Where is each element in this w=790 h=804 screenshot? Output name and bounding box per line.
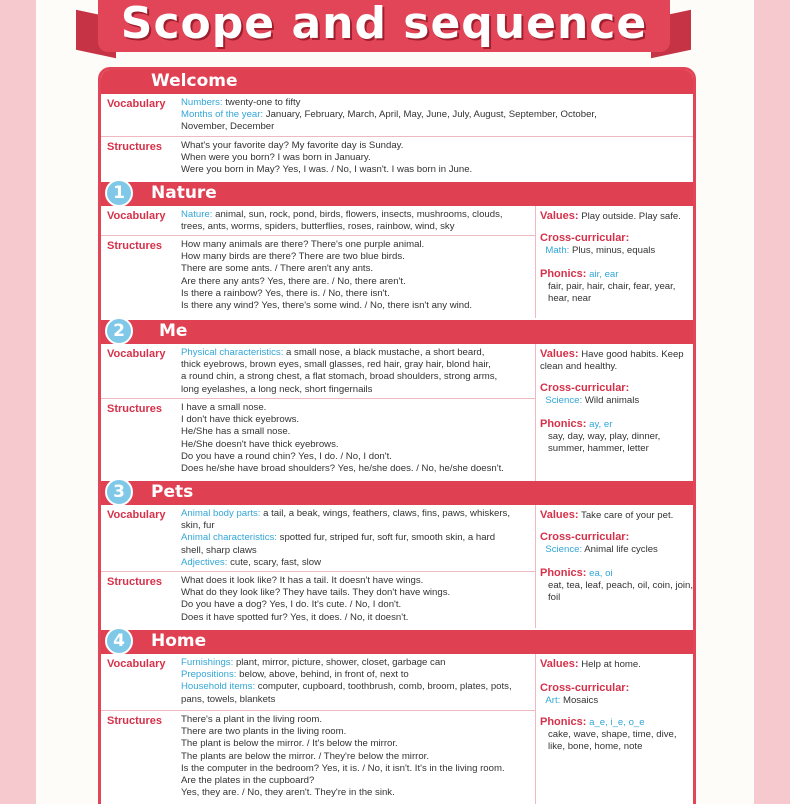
structure-line: He/She doesn't have thick eyebrows. <box>181 438 339 450</box>
vocab-value: twenty-one to fifty <box>225 97 301 108</box>
pets-structures-row <box>101 572 535 628</box>
cross-curricular-label: Cross-curricular: <box>540 682 630 694</box>
scope-table <box>98 67 696 804</box>
structure-line: There are two plants in the living room. <box>181 726 347 738</box>
pets-vocabulary-row <box>101 505 535 572</box>
me-side-panel <box>535 344 696 481</box>
cross-value: Mosaics <box>562 695 599 707</box>
section-title: Home <box>151 631 207 651</box>
section-title: Nature <box>151 183 217 203</box>
values-text: Help at home. <box>581 659 641 670</box>
unit-number-badge: 3 <box>105 478 133 506</box>
structure-line: Are there any ants? Yes, there are. / No, there aren't. <box>181 275 406 287</box>
vocab-value: November, December <box>181 121 275 133</box>
section-title: Welcome <box>151 71 238 91</box>
nature-vocabulary-content <box>181 209 503 233</box>
unit-number-badge: 1 <box>105 179 133 207</box>
structure-line: Do you have a round chin? Yes, I do. / No, I don't. <box>181 450 392 462</box>
nature-structures-row <box>101 236 535 318</box>
vocabulary-label: Vocabulary <box>107 210 166 222</box>
vocab-key: Animal characteristics: <box>181 532 277 544</box>
phonics-key: ea, oi <box>589 568 613 579</box>
nature-vocabulary-row <box>101 206 535 236</box>
structure-line: What does it look like? It has a tail. It doesn't have wings. <box>181 575 424 586</box>
section-header-welcome <box>101 70 693 94</box>
home-structures-row <box>101 711 535 804</box>
welcome-vocabulary-row <box>101 94 696 137</box>
vocab-key: Physical characteristics: <box>181 347 284 358</box>
structure-line: How many birds are there? There are two blue birds. <box>181 251 405 263</box>
page-title: Scope and sequence <box>120 0 648 49</box>
vocab-value: shell, sharp claws <box>181 544 257 556</box>
home-structures-content <box>181 714 505 799</box>
page <box>36 0 754 804</box>
structure-line: I don't have thick eyebrows. <box>181 414 300 426</box>
me-vocabulary-row <box>101 344 535 399</box>
vocab-key: Numbers: <box>181 97 223 108</box>
phonics-words: eat, tea, leaf, peach, oil, coin, join, foil <box>548 580 694 604</box>
cross-key: Math: <box>545 245 570 257</box>
values-label: Values: <box>540 658 579 670</box>
phonics-key: ay, er <box>589 419 613 430</box>
vocab-key: Animal body parts: <box>181 508 261 519</box>
structure-line: Is there a rainbow? Yes, there is. / No, there isn't. <box>181 287 390 299</box>
vocab-key: Months of the year: <box>181 109 264 121</box>
phonics-key: a_e, i_e, o_e <box>589 717 645 728</box>
cross-key: Science: <box>545 395 583 407</box>
unit-number-badge: 2 <box>105 317 133 345</box>
section-title: Pets <box>151 482 194 502</box>
section-title: Me <box>159 321 188 341</box>
nature-side-panel <box>535 206 696 318</box>
vocab-key: Prepositions: <box>181 669 237 681</box>
vocab-key: Household items: <box>181 681 256 693</box>
vocabulary-label: Vocabulary <box>107 348 166 360</box>
title-banner <box>98 0 670 52</box>
cross-curricular-label: Cross-curricular: <box>540 232 630 244</box>
vocabulary-label: Vocabulary <box>107 98 166 110</box>
structure-line: He/She has a small nose. <box>181 426 291 438</box>
vocab-value: animal, sun, rock, pond, birds, flowers, insects, mushrooms, clouds, <box>215 209 503 220</box>
phonics-label: Phonics: <box>540 567 587 579</box>
vocab-key: Nature: <box>181 209 213 220</box>
structure-line: Are the plates in the cupboard? <box>181 775 315 787</box>
home-vocabulary-content <box>181 657 512 706</box>
section-header-home <box>101 630 693 654</box>
pets-structures-content <box>181 575 450 624</box>
structures-label: Structures <box>107 715 163 727</box>
vocab-value: long eyelashes, a long neck, short fingernails <box>181 383 373 395</box>
structures-label: Structures <box>107 141 163 153</box>
vocab-value: cute, scary, fast, slow <box>230 556 322 568</box>
structure-line: When were you born? I was born in January. <box>181 152 371 164</box>
structure-line: Were you born in May? Yes, I was. / No, I wasn't. I was born in June. <box>181 164 473 176</box>
cross-curricular-label: Cross-curricular: <box>540 531 630 543</box>
cross-value: Plus, minus, equals <box>572 245 656 257</box>
me-structures-row <box>101 399 535 481</box>
phonics-label: Phonics: <box>540 268 587 280</box>
section-header-pets <box>101 481 693 505</box>
values-label: Values: <box>540 348 579 360</box>
values-label: Values: <box>540 509 579 521</box>
cross-value: Wild animals <box>584 395 640 407</box>
structure-line: Does he/she have broad shoulders? Yes, he/she does. / No, he/she doesn't. <box>181 463 504 475</box>
section-header-me <box>101 320 693 344</box>
cross-key: Art: <box>545 695 561 707</box>
pets-vocabulary-content <box>181 508 510 569</box>
vocab-value: pans, towels, blankets <box>181 693 276 705</box>
phonics-words: cake, wave, shape, time, dive, like, bone, home, note <box>548 729 677 753</box>
vocab-value: computer, cupboard, toothbrush, comb, broom, plates, pots, <box>257 681 512 693</box>
structure-line: I have a small nose. <box>181 402 267 413</box>
phonics-label: Phonics: <box>540 716 587 728</box>
phonics-key: air, ear <box>589 269 619 280</box>
phonics-label: Phonics: <box>540 418 587 430</box>
pets-side-panel <box>535 505 696 628</box>
structure-line: There are some ants. / There aren't any ants. <box>181 263 374 275</box>
vocab-value: plant, mirror, picture, shower, closet, garbage can <box>235 657 446 668</box>
welcome-structures-content <box>181 140 472 177</box>
phonics-words: say, day, way, play, dinner, summer, hammer, letter <box>548 431 661 455</box>
structure-line: What do they look like? They have tails. They don't have wings. <box>181 587 451 599</box>
structure-line: What's your favorite day? My favorite day is Sunday. <box>181 140 404 151</box>
structure-line: Does it have spotted fur? Yes, it does. / No, it doesn't. <box>181 611 409 623</box>
vocabulary-label: Vocabulary <box>107 658 166 670</box>
vocab-value: a round chin, a strong chest, a flat stomach, broad shoulders, strong arms, <box>181 371 498 383</box>
phonics-words: fair, pair, hair, chair, fear, year, hear, near <box>548 281 676 305</box>
vocab-value: January, February, March, April, May, June, July, August, September, October, <box>265 109 597 121</box>
vocab-value: a small nose, a black mustache, a short beard, <box>286 347 485 358</box>
values-text: Play outside. Play safe. <box>581 211 681 222</box>
section-header-nature <box>101 182 693 206</box>
structure-line: The plants are below the mirror. / They're below the mirror. <box>181 750 429 762</box>
structure-line: The plant is below the mirror. / It's below the mirror. <box>181 738 398 750</box>
vocab-value: spotted fur, striped fur, soft fur, smooth skin, a hard <box>279 532 496 544</box>
home-vocabulary-row <box>101 654 535 711</box>
structures-label: Structures <box>107 403 163 415</box>
structures-label: Structures <box>107 240 163 252</box>
vocab-value: trees, ants, worms, spiders, butterflies, roses, rainbow, wind, sky <box>181 221 455 233</box>
structure-line: Yes, they are. / No, they aren't. They're in the sink. <box>181 787 395 799</box>
home-side-panel <box>535 654 696 804</box>
nature-structures-content <box>181 239 472 312</box>
values-label: Values: <box>540 210 579 222</box>
vocab-key: Adjectives: <box>181 556 228 568</box>
values-text: Take care of your pet. <box>581 510 674 521</box>
structures-label: Structures <box>107 576 163 588</box>
cross-key: Science: <box>545 544 583 556</box>
vocabulary-label: Vocabulary <box>107 509 166 521</box>
vocab-value: thick eyebrows, brown eyes, small glasses, red hair, gray hair, blond hair, <box>181 359 491 371</box>
cross-value: Animal life cycles <box>584 544 658 556</box>
vocab-value: below, above, behind, in front of, next to <box>239 669 409 681</box>
unit-number-badge: 4 <box>105 627 133 655</box>
me-structures-content <box>181 402 504 475</box>
welcome-structures-row <box>101 137 696 182</box>
welcome-vocabulary-content <box>181 97 597 134</box>
structure-line: Do you have a dog? Yes, I do. It's cute. / No, I don't. <box>181 599 402 611</box>
cross-curricular-label: Cross-curricular: <box>540 382 630 394</box>
structure-line: There's a plant in the living room. <box>181 714 323 725</box>
values-text: Have good habits. Keep clean and healthy. <box>540 349 684 373</box>
vocab-value: a tail, a beak, wings, feathers, claws, fins, paws, whiskers, <box>263 508 511 519</box>
structure-line: How many animals are there? There's one purple animal. <box>181 239 425 250</box>
me-vocabulary-content <box>181 347 497 396</box>
structure-line: Is there any wind? Yes, there's some wind. / No, there isn't any wind. <box>181 300 473 312</box>
vocab-value: skin, fur <box>181 520 215 532</box>
structure-line: Is the computer in the bedroom? Yes, it is. / No, it isn't. It's in the living room. <box>181 762 505 774</box>
vocab-key: Furnishings: <box>181 657 234 668</box>
